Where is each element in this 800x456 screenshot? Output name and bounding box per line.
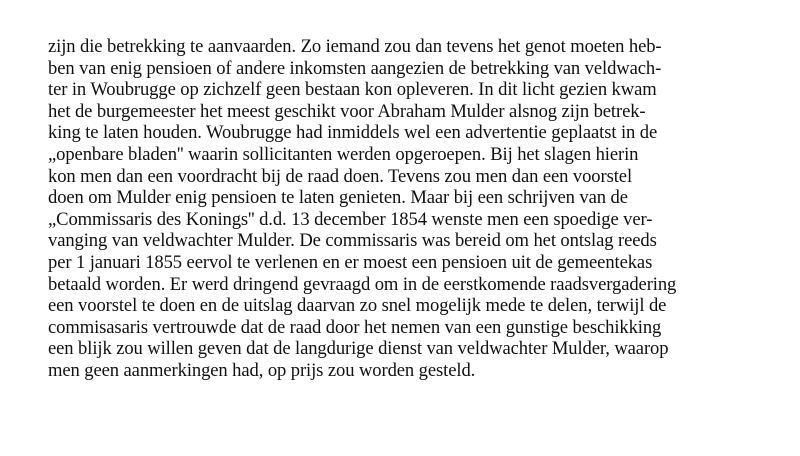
text-line-1: zijn die betrekking te aanvaarden. Zo iemand zou dan tevens het genot moeten heb- [48,36,662,57]
text-line-14: commisasaris vertrouwde dat de raad door het nemen van een gunstige beschikking [48,316,662,338]
text-line-6: „openbare bladen'' waarin sollicitanten werden opgeroepen. Bij het slagen hierin [48,143,639,165]
text-line-12: betaald worden. Er werd dringend gevraagd om in de eerstkomende raadsvergadering [48,273,677,295]
text-line-13: een voorstel te doen en de uitslag daarvan zo snel mogelijk mede te delen, terwijl de [48,295,667,317]
text-line-3: ter in Woubrugge op zichzelf geen bestaan kon opleveren. In dit licht gezien kwam [48,79,657,101]
text-line-8: doen om Mulder enig pensioen te laten genieten. Maar bij een schrijven van de [48,187,628,209]
text-line-16: men geen aanmerkingen had, op prijs zou worden gesteld. [48,359,476,381]
text-line-2: ben van enig pensioen of andere inkomsten aangezien de betrekking van veldwach- [48,57,662,79]
text-line-7: kon men dan een voordracht bij de raad doen. Tevens zou men dan een voorstel [48,165,633,187]
text-line-5: king te laten houden. Woubrugge had inmiddels wel een advertentie geplaatst in de [48,122,658,144]
text-line-11: per 1 januari 1855 eervol te verlenen en er moest een pensioen uit de gemeentekas [48,251,653,273]
text-line-10: vanging van veldwachter Mulder. De commissaris was bereid om het ontslag reeds [48,230,657,252]
text-line-9: „Commissaris des Konings'' d.d. 13 december 1854 wenste men een spoedige ver- [48,208,653,230]
text-line-4: het de burgemeester het meest geschikt voor Abraham Mulder alsnog zijn betrek- [48,100,646,122]
body-paragraph [48,36,768,382]
text-line-15: een blijk zou willen geven dat de langdurige dienst van veldwachter Mulder, waarop [48,338,669,360]
